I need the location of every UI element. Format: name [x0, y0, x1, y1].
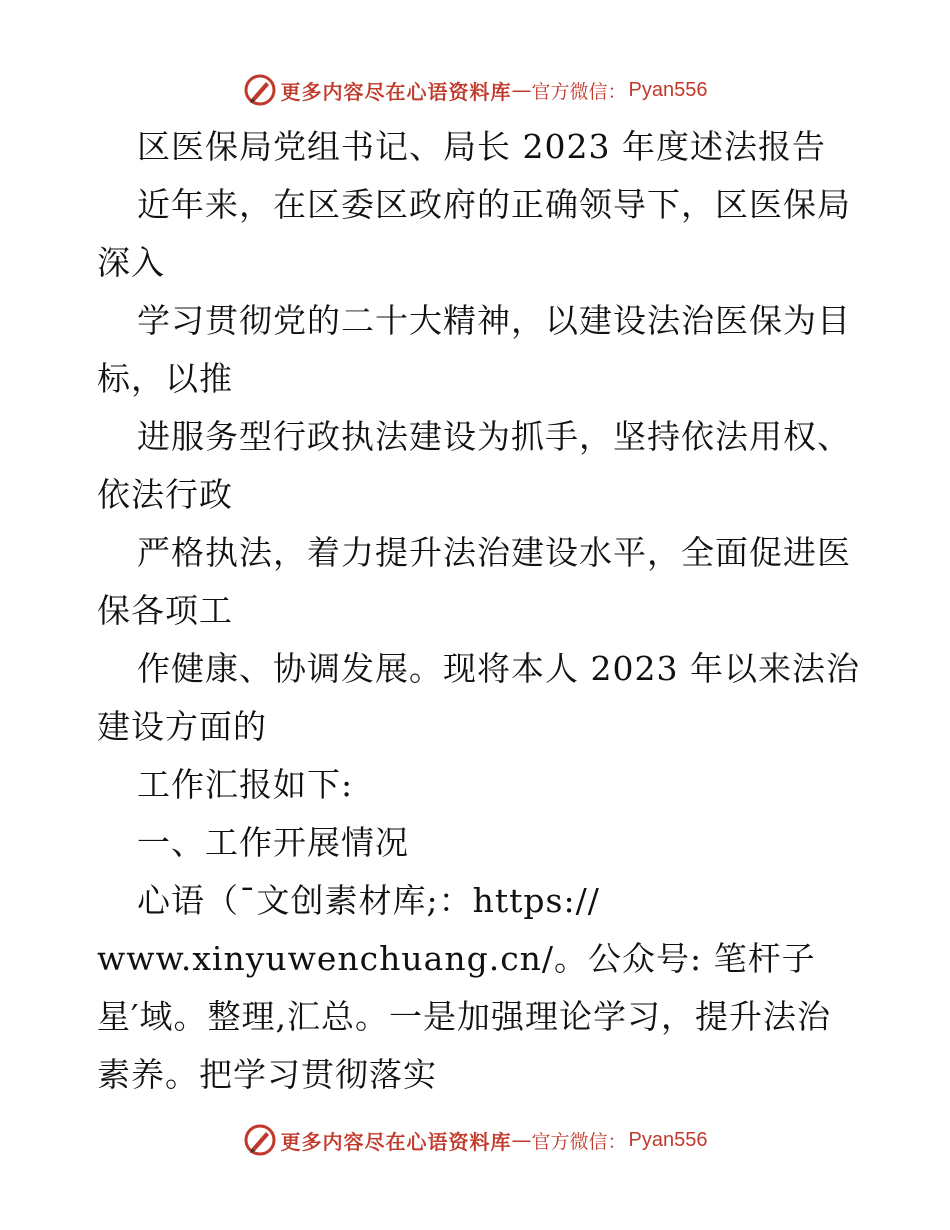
text-line: www.xinyuwenchuang.cn/。公众号: 笔杆子 [97, 939, 816, 978]
text-line: 建设方面的 [97, 707, 267, 746]
banner-wechat-label: 官方微信： [531, 80, 627, 103]
text-line: 星′域。整理,汇总。一是加强理论学习，提升法治 [97, 997, 831, 1036]
document-title: 区医保局党组书记、局长 2023 年度述法报告 [137, 127, 826, 166]
text-line: 作健康、协调发展。现将本人 2023 年以来法治 [137, 649, 860, 688]
text-line: 进服务型行政执法建设为抓手，坚持依法用权、 [137, 417, 851, 456]
banner-separator: — [511, 1128, 532, 1152]
pen-logo-icon [243, 1123, 277, 1157]
banner-main-text: 更多内容尽在心语资料库 [280, 79, 512, 104]
banner-wechat-id: Pyan556 [628, 78, 708, 101]
text-line: 近年来，在区委区政府的正确领导下，区医保局 [137, 185, 851, 224]
text-line: 依法行政 [97, 475, 233, 514]
text-line: 严格执法，着力提升法治建设水平，全面促进医 [137, 533, 851, 572]
header-watermark-banner [0, 70, 950, 110]
section-heading: 一、工作开展情况 [137, 823, 409, 862]
text-line: 素养。把学习贯彻落实 [97, 1055, 437, 1094]
document-body [97, 118, 860, 1104]
text-line: 标，以推 [97, 359, 233, 398]
banner-main-text: 更多内容尽在心语资料库 [280, 1129, 512, 1154]
banner-separator: — [511, 78, 532, 102]
banner-wechat-label: 官方微信： [531, 1130, 627, 1153]
text-line: 保各项工 [97, 591, 233, 630]
text-line: 工作汇报如下: [137, 765, 354, 804]
banner-wechat-id: Pyan556 [628, 1128, 708, 1151]
footer-watermark-banner [0, 1120, 950, 1160]
text-line: 心语（¯文创素材库;：https:// [137, 881, 600, 920]
text-line: 深入 [97, 243, 165, 282]
text-line: 学习贯彻党的二十大精神，以建设法治医保为目 [137, 301, 851, 340]
pen-logo-icon [243, 73, 277, 107]
